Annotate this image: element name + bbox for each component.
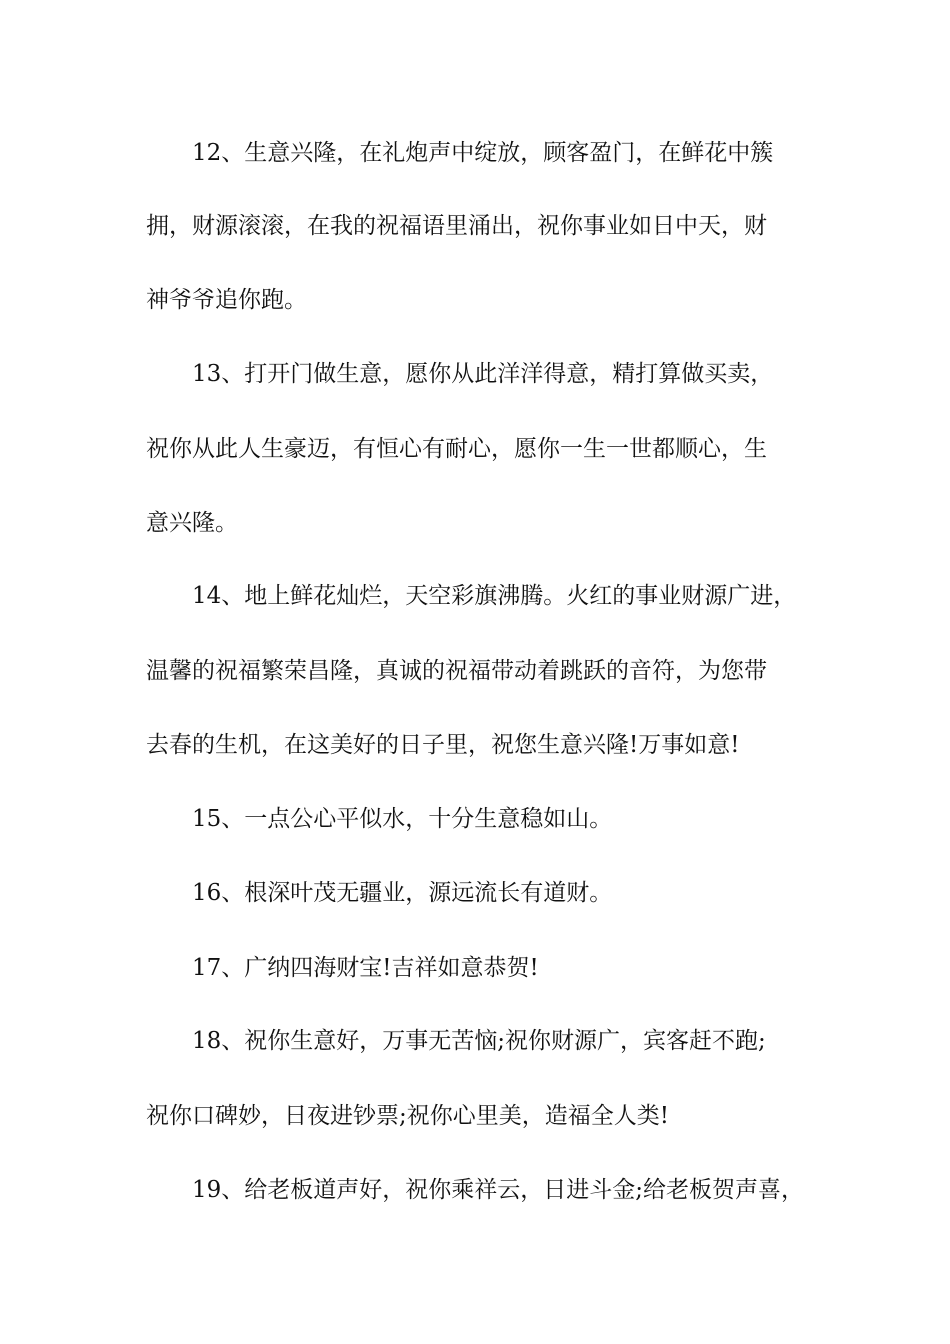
- paragraph-14-line-1: 14、地上鲜花灿烂，天空彩旗沸腾。火红的事业财源广进，: [192, 583, 797, 609]
- paragraph-12-line-3: 神爷爷追你跑。: [146, 287, 307, 313]
- paragraph-13-line-2: 祝你从此人生豪迈，有恒心有耐心，愿你一生一世都顺心，生: [146, 436, 767, 462]
- paragraph-15: 15、一点公心平似水，十分生意稳如山。: [192, 806, 613, 832]
- paragraph-18-line-1: 18、祝你生意好，万事无苦恼;祝你财源广，宾客赶不跑;: [192, 1028, 766, 1054]
- paragraph-13-line-3: 意兴隆。: [146, 510, 238, 536]
- paragraph-19-line-1: 19、给老板道声好，祝你乘祥云，日进斗金;给老板贺声喜，: [192, 1177, 805, 1203]
- paragraph-13-line-1: 13、打开门做生意，愿你从此洋洋得意，精打算做买卖，: [192, 361, 774, 387]
- paragraph-12-line-2: 拥，财源滚滚，在我的祝福语里涌出，祝你事业如日中天，财: [146, 213, 767, 239]
- paragraph-14-line-3: 去春的生机，在这美好的日子里，祝您生意兴隆!万事如意!: [146, 732, 740, 758]
- paragraph-16: 16、根深叶茂无疆业，源远流长有道财。: [192, 880, 613, 906]
- paragraph-18-line-2: 祝你口碑妙，日夜进钞票;祝你心里美，造福全人类!: [146, 1103, 669, 1129]
- paragraph-14-line-2: 温馨的祝福繁荣昌隆，真诚的祝福带动着跳跃的音符，为您带: [146, 658, 767, 684]
- paragraph-12-line-1: 12、生意兴隆，在礼炮声中绽放，顾客盈门，在鲜花中簇: [192, 140, 774, 166]
- paragraph-17: 17、广纳四海财宝!吉祥如意恭贺!: [192, 955, 539, 981]
